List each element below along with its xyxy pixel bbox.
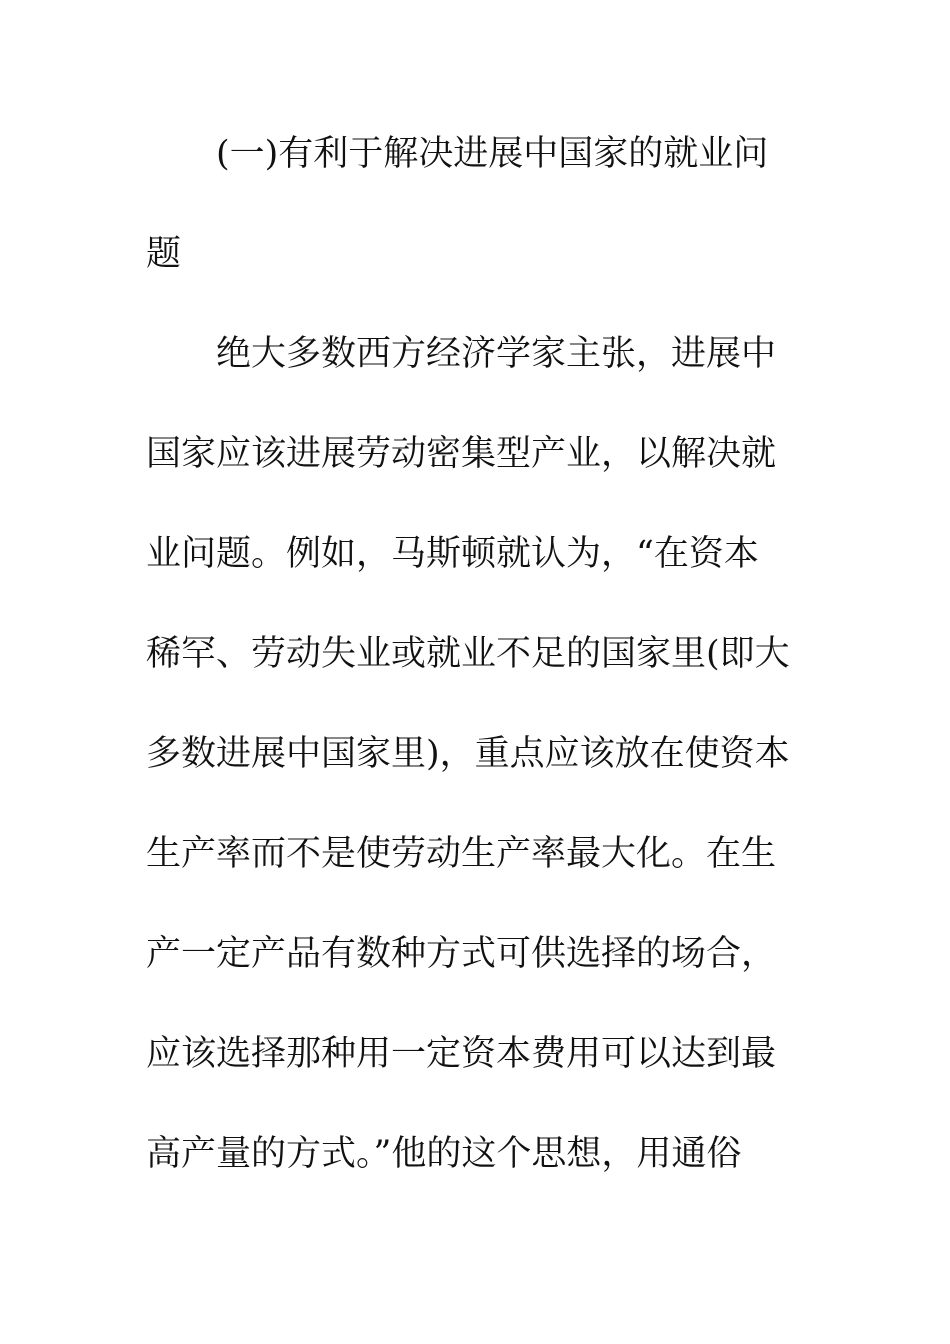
paragraph-line: 国家应该进展劳动密集型产业，以解决就 (146, 434, 777, 474)
paragraph-line: 绝大多数西方经济学家主张，进展中 (216, 334, 777, 374)
section-heading-line: 题 (146, 234, 182, 274)
paragraph-line: 稀罕、劳动失业或就业不足的国家里(即大 (146, 634, 790, 674)
section-heading-line: (一)有利于解决进展中国家的就业问 (216, 134, 769, 174)
paragraph-line: 多数进展中国家里)，重点应该放在使资本 (146, 734, 790, 774)
document-body (146, 124, 806, 1224)
paragraph-line: 业问题。例如，马斯顿就认为，“在资本 (146, 534, 759, 574)
paragraph-line: 高产量的方式。”他的这个思想，用通俗 (146, 1134, 742, 1174)
paragraph-line: 应该选择那种用一定资本费用可以达到最 (146, 1034, 777, 1074)
paragraph-line: 生产率而不是使劳动生产率最大化。在生 (146, 834, 777, 874)
paragraph-line: 产一定产品有数种方式可供选择的场合， (146, 934, 777, 974)
